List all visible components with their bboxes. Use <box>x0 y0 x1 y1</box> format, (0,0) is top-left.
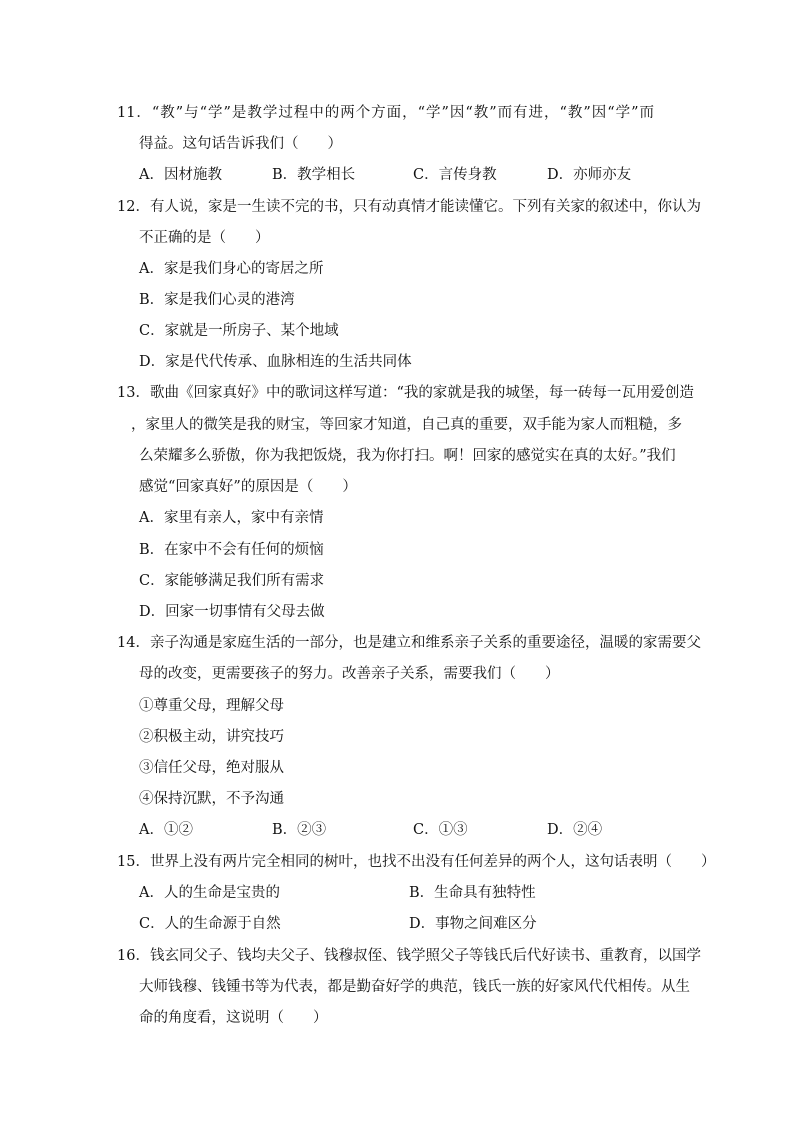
question-12-option-a: A．家是我们身心的寄居之所 <box>139 261 324 277</box>
question-13-option-a: A．家里有亲人，家中有亲情 <box>139 510 324 526</box>
question-11-option-a: A．因材施教 <box>139 167 222 183</box>
question-15-option-b: B．生命具有独特性 <box>409 885 536 901</box>
question-12-option-c: C．家就是一所房子、某个地域 <box>139 323 339 339</box>
question-14-item-1: ①尊重父母，理解父母 <box>139 698 284 714</box>
question-11-stem-line-2: 得益。这句话告诉我们（ ） <box>139 136 342 152</box>
question-13-option-d: D．回家一切事情有父母去做 <box>139 604 325 620</box>
question-13-stem-line-1: 13．歌曲《回家真好》中的歌词这样写道：“我的家就是我的城堡，每一砖每一瓦用爱创造 <box>117 385 694 401</box>
question-16-stem-line-3: 命的角度看，这说明（ ） <box>139 1010 328 1026</box>
question-15-stem-line-1: 15．世界上没有两片完全相同的树叶，也找不出没有任何差异的两个人，这句话表明（ ） <box>117 854 716 870</box>
question-14-stem-line-1: 14．亲子沟通是家庭生活的一部分，也是建立和维系亲子关系的重要途径，温暖的家需要父 <box>117 635 701 651</box>
question-14-stem-line-2: 母的改变，更需要孩子的努力。改善亲子关系，需要我们（ ） <box>139 666 560 682</box>
question-14-option-d: D．②④ <box>547 822 603 838</box>
question-14-option-a: A．①② <box>139 822 193 838</box>
question-16-stem-line-2: 大师钱穆、钱锺书等为代表，都是勤奋好学的典范，钱氏一族的好家风代代相传。从生 <box>139 979 690 995</box>
question-11-option-d: D．亦师亦友 <box>547 167 632 183</box>
question-12-stem-line-1: 12．有人说，家是一生读不完的书，只有动真情才能读懂它。下列有关家的叙述中，你认为 <box>117 199 701 215</box>
question-13-stem-line-3: 么荣耀多么骄傲，你为我把饭烧，我为你打扫。啊！回家的感觉实在真的太好。”我们 <box>139 448 676 464</box>
question-16-stem-line-1: 16．钱玄同父子、钱均夫父子、钱穆叔侄、钱学照父子等钱氏后代好读书、重教育，以国学 <box>117 948 701 964</box>
question-15-option-a: A．人的生命是宝贵的 <box>139 885 280 901</box>
question-13-stem-line-4: 感觉“回家真好”的原因是（ ） <box>139 479 357 495</box>
question-12-stem-line-2: 不正确的是（ ） <box>139 230 270 246</box>
question-13-option-c: C．家能够满足我们所有需求 <box>139 573 325 589</box>
question-14-item-4: ④保持沉默，不予沟通 <box>139 791 284 807</box>
question-13-option-b: B．在家中不会有任何的烦恼 <box>139 542 324 558</box>
question-11-stem-line-1: 11．“教”与“学”是教学过程中的两个方面，“学”因“教”而有进，“教”因“学”而 <box>117 105 654 121</box>
question-15-option-d: D．事物之间难区分 <box>409 916 537 932</box>
question-12-option-b: B．家是我们心灵的港湾 <box>139 292 295 308</box>
question-14-item-2: ②积极主动，讲究技巧 <box>139 729 284 745</box>
question-12-option-d: D．家是代代传承、血脉相连的生活共同体 <box>139 354 412 370</box>
question-13-stem-line-2: ，家里人的微笑是我的财宝，等回家才知道，自己真的重要，双手能为家人而粗糙，多 <box>131 417 682 433</box>
question-14-item-3: ③信任父母，绝对服从 <box>139 760 284 776</box>
question-11-option-c: C．言传身教 <box>413 167 497 183</box>
question-11-option-b: B．教学相长 <box>272 167 356 183</box>
question-14-option-c: C．①③ <box>413 822 468 838</box>
question-14-option-b: B．②③ <box>272 822 327 838</box>
question-15-option-c: C．人的生命源于自然 <box>139 916 281 932</box>
